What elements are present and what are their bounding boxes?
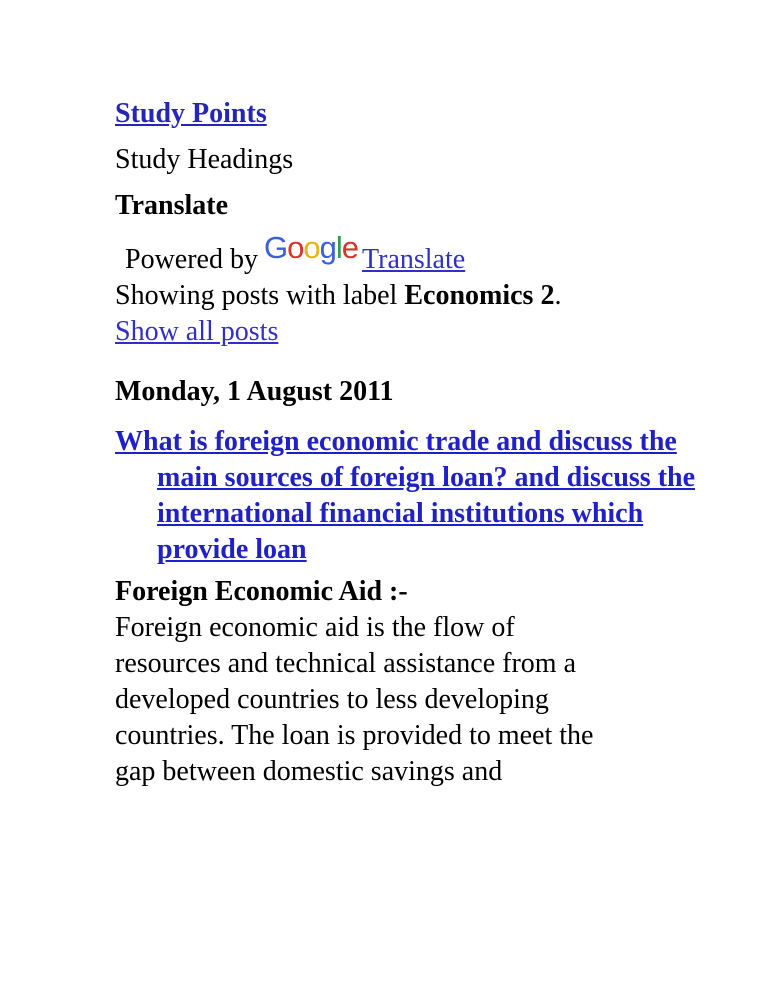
label-notice-prefix: Showing posts with label <box>115 280 398 311</box>
google-translate-widget <box>115 230 675 278</box>
blog-page <box>115 96 696 790</box>
google-logo-letter: e <box>341 230 358 265</box>
label-notice <box>115 278 675 314</box>
google-logo-letter: G <box>263 230 288 265</box>
study-headings-text: Study Headings <box>115 144 294 175</box>
translate-heading: Translate <box>115 190 229 221</box>
google-logo <box>264 228 358 268</box>
post-date-header: Monday, 1 August 2011 <box>115 376 394 407</box>
post-title-link[interactable]: What is foreign economic trade and discuss the main sources of foreign loan? and discuss the international financial institutions which provide loan <box>115 426 696 565</box>
google-logo-letter: l <box>335 230 342 265</box>
label-notice-suffix: . <box>554 280 562 311</box>
google-logo-letter: o <box>287 230 304 265</box>
label-name: Economics 2 <box>404 280 555 311</box>
post-body-text: Foreign economic aid is the flow of resources and technical assistance from a developed countries to less developing countries. The loan is provided to meet the gap between domestic savings and <box>115 612 594 787</box>
show-all-posts-link[interactable]: Show all posts <box>115 316 279 347</box>
google-logo-letter: g <box>319 230 336 265</box>
powered-by-text: Powered by <box>125 244 258 275</box>
post-section-heading: Foreign Economic Aid :- <box>115 576 408 607</box>
google-logo-letter: o <box>303 230 320 265</box>
study-points-link[interactable]: Study Points <box>115 98 267 129</box>
translate-link[interactable]: Translate <box>362 244 466 275</box>
